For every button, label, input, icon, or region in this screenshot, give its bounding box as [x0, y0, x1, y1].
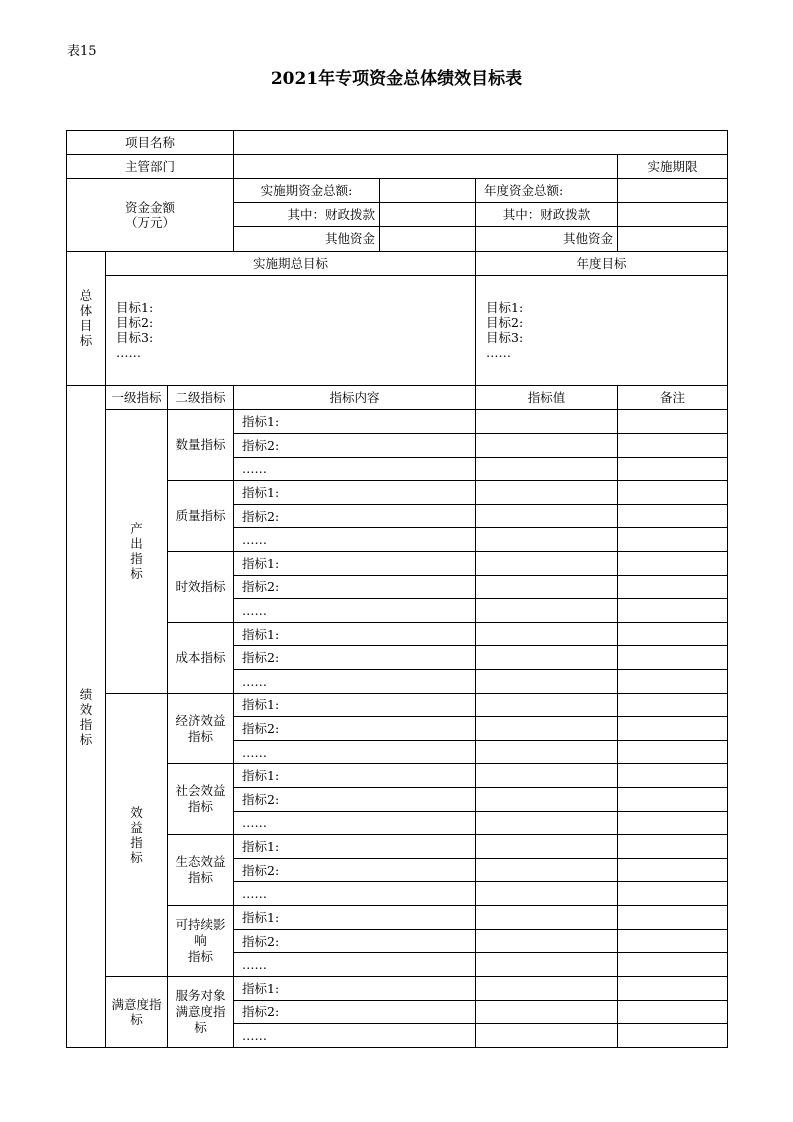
goal-line: 目标3:: [486, 330, 524, 346]
indicator-value-cell[interactable]: [476, 575, 618, 599]
indicator-content-cell[interactable]: 指标1:: [234, 906, 476, 930]
indicator-value-cell[interactable]: [476, 433, 618, 457]
level2-cost: [168, 622, 234, 693]
indicator-remark-cell[interactable]: [618, 646, 728, 670]
col-header-content: 指标内容: [234, 386, 476, 410]
indicator-value-cell[interactable]: [476, 670, 618, 694]
indicator-content-cell[interactable]: ……: [234, 953, 476, 977]
goals-header-row: [67, 251, 728, 275]
level2-label-line: 成本指标: [175, 649, 226, 665]
period-label: 实施期限: [618, 155, 728, 179]
overall-goals-char: 标: [79, 333, 93, 349]
annual-fiscal-value[interactable]: [618, 203, 728, 227]
indicator-content-cell[interactable]: 指标2:: [234, 1000, 476, 1024]
department-label: 主管部门: [67, 155, 234, 179]
indicator-content-cell[interactable]: 指标1:: [234, 551, 476, 575]
indicator-value-cell[interactable]: [476, 882, 618, 906]
indicator-content-cell[interactable]: ……: [234, 670, 476, 694]
indicator-remark-cell[interactable]: [618, 1024, 728, 1048]
period-total-value[interactable]: [380, 179, 476, 203]
goal-line: ……: [116, 345, 141, 361]
level2-label-line: 响: [194, 933, 207, 948]
indicator-remark-cell[interactable]: [618, 858, 728, 882]
indicator-value-cell[interactable]: [476, 528, 618, 552]
annual-goal-header: 年度目标: [476, 251, 728, 275]
indicator-remark-cell[interactable]: [618, 551, 728, 575]
overall-goals-char: 目: [79, 318, 93, 334]
indicator-value-cell[interactable]: [476, 622, 618, 646]
level1-label-line: 益: [130, 819, 143, 835]
goal-line: ……: [486, 345, 512, 361]
indicator-content-cell[interactable]: 指标1:: [234, 622, 476, 646]
indicator-content-cell[interactable]: 指标1:: [234, 976, 476, 1000]
indicator-value-cell[interactable]: [476, 1000, 618, 1024]
level1-output: [106, 410, 168, 693]
level2-label-line: 时效指标: [175, 578, 226, 594]
indicator-value-cell[interactable]: [476, 953, 618, 977]
indicator-remark-cell[interactable]: [618, 906, 728, 930]
col-header-value: 指标值: [476, 386, 618, 410]
level1-satisfaction: [106, 976, 168, 1047]
project-name-value[interactable]: [234, 131, 728, 155]
department-value[interactable]: [234, 155, 618, 179]
level2-sustainable: [168, 906, 234, 977]
period-goals-text[interactable]: [106, 275, 476, 386]
level1-label-line: 指: [130, 551, 143, 567]
indicator-value-cell[interactable]: [476, 740, 618, 764]
indicator-content-cell[interactable]: 指标2:: [234, 788, 476, 812]
indicator-remark-cell[interactable]: [618, 528, 728, 552]
indicator-remark-cell[interactable]: [618, 410, 728, 434]
indicator-value-cell[interactable]: [476, 551, 618, 575]
indicator-remark-cell[interactable]: [618, 740, 728, 764]
project-name-label: 项目名称: [67, 131, 234, 155]
goal-line: 目标1:: [486, 300, 524, 316]
indicator-value-cell[interactable]: [476, 1024, 618, 1048]
funds-label: [67, 179, 234, 251]
document-title: 2021年专项资金总体绩效目标表: [270, 69, 523, 89]
indicator-content-cell[interactable]: 指标1:: [234, 410, 476, 434]
goals-content-row: [67, 275, 728, 386]
level1-label-line: 指: [130, 834, 143, 850]
indicator-value-cell[interactable]: [476, 764, 618, 788]
level2-label-line: 社会效益: [175, 783, 226, 799]
indicator-content-cell[interactable]: 指标1:: [234, 835, 476, 859]
level2-label-line: 服务对象: [175, 987, 226, 1003]
indicator-remark-cell[interactable]: [618, 953, 728, 977]
indicator-remark-cell[interactable]: [618, 882, 728, 906]
indicator-content-cell[interactable]: ……: [234, 528, 476, 552]
level1-label-line: 效: [130, 804, 143, 820]
indicator-value-cell[interactable]: [476, 410, 618, 434]
indicators-char: 绩: [79, 686, 93, 702]
level1-label-line: 产: [130, 521, 143, 537]
level2-label-line: 经济效益: [175, 712, 226, 728]
performance-indicators-label: [67, 386, 106, 1048]
indicator-remark-cell[interactable]: [618, 976, 728, 1000]
period-goal-header: 实施期总目标: [106, 251, 476, 275]
level2-label-line: 标: [194, 1019, 207, 1035]
level2-label-line: 指标: [188, 799, 214, 815]
level2-label-line: 指标: [188, 949, 214, 964]
indicator-remark-cell[interactable]: [618, 764, 728, 788]
goal-line: 目标2:: [486, 315, 524, 331]
indicator-content-cell[interactable]: 指标1:: [234, 481, 476, 505]
period-other-label: 其他资金: [234, 227, 380, 251]
indicator-content-cell[interactable]: 指标2:: [234, 929, 476, 953]
indicators-char: 标: [79, 731, 93, 747]
department-row: [67, 155, 728, 179]
indicator-remark-cell[interactable]: [618, 457, 728, 481]
period-fiscal-value[interactable]: [380, 203, 476, 227]
indicator-content-cell[interactable]: ……: [234, 457, 476, 481]
project-name-row: [67, 131, 728, 155]
indicator-remark-cell[interactable]: [618, 433, 728, 457]
level2-economic: [168, 693, 234, 764]
indicator-value-cell[interactable]: [476, 481, 618, 505]
indicator-value-cell[interactable]: [476, 858, 618, 882]
level2-service_satisfaction: [168, 976, 234, 1047]
indicator-value-cell[interactable]: [476, 646, 618, 670]
performance-target-table: [66, 130, 728, 1048]
funds-label-line1: 资金金额: [125, 199, 176, 215]
level2-label-line: 满意度指: [175, 1003, 226, 1019]
indicator-remark-cell[interactable]: [618, 599, 728, 623]
indicator-remark-cell[interactable]: [618, 481, 728, 505]
overall-goals-char: 总: [79, 288, 93, 304]
period-other-value[interactable]: [380, 227, 476, 251]
level1-label-line: 标: [130, 1011, 143, 1027]
col-header-level2: 二级指标: [168, 386, 234, 410]
indicator-remark-cell[interactable]: [618, 788, 728, 812]
indicator-remark-cell[interactable]: [618, 504, 728, 528]
indicator-remark-cell[interactable]: [618, 835, 728, 859]
indicator-content-cell[interactable]: 指标2:: [234, 433, 476, 457]
indicator-header-row: [67, 386, 728, 410]
indicator-row: [67, 976, 728, 1000]
level2-timeliness: [168, 551, 234, 622]
indicator-content-cell[interactable]: 指标1:: [234, 764, 476, 788]
indicator-content-cell[interactable]: ……: [234, 1024, 476, 1048]
indicator-content-cell[interactable]: ……: [234, 740, 476, 764]
funds-total-row: [67, 179, 728, 203]
indicator-value-cell[interactable]: [476, 811, 618, 835]
period-fiscal-label: 其中：财政拨款: [234, 203, 380, 227]
level2-label-line: 指标: [188, 870, 214, 886]
indicator-content-cell[interactable]: ……: [234, 811, 476, 835]
annual-fiscal-label: 其中：财政拨款: [476, 203, 618, 227]
col-header-remark: 备注: [618, 386, 728, 410]
indicator-value-cell[interactable]: [476, 457, 618, 481]
annual-total-value[interactable]: [618, 179, 728, 203]
indicators-char: 指: [79, 716, 93, 732]
overall-goals-label: [67, 251, 106, 386]
annual-goals-text[interactable]: [476, 275, 728, 386]
indicator-remark-cell[interactable]: [618, 575, 728, 599]
level2-ecological: [168, 835, 234, 906]
period-total-label: 实施期资金总额:: [234, 179, 380, 203]
indicator-value-cell[interactable]: [476, 693, 618, 717]
goal-line: 目标1:: [116, 300, 154, 316]
indicator-remark-cell[interactable]: [618, 693, 728, 717]
indicator-value-cell[interactable]: [476, 599, 618, 623]
indicator-row: [67, 693, 728, 717]
level2-quality: [168, 481, 234, 552]
indicator-content-cell[interactable]: 指标2:: [234, 575, 476, 599]
indicator-remark-cell[interactable]: [618, 811, 728, 835]
level1-benefit: [106, 693, 168, 976]
indicator-value-cell[interactable]: [476, 976, 618, 1000]
level1-label-line: 标: [130, 849, 143, 865]
level1-label-line: 出: [130, 536, 143, 552]
overall-goals-char: 体: [79, 303, 93, 319]
level2-label-line: 指标: [188, 728, 214, 744]
indicator-remark-cell[interactable]: [618, 622, 728, 646]
annual-total-label: 年度资金总额:: [476, 179, 618, 203]
goal-line: 目标2:: [116, 315, 154, 331]
indicator-content-cell[interactable]: 指标2:: [234, 858, 476, 882]
table-number: 表15: [67, 44, 97, 59]
col-header-level1: 一级指标: [106, 386, 168, 410]
indicator-value-cell[interactable]: [476, 504, 618, 528]
indicator-value-cell[interactable]: [476, 717, 618, 741]
indicator-remark-cell[interactable]: [618, 929, 728, 953]
indicator-content-cell[interactable]: 指标2:: [234, 717, 476, 741]
indicator-content-cell[interactable]: ……: [234, 599, 476, 623]
funds-label-line2: （万元）: [125, 214, 176, 230]
level2-label-line: 生态效益: [175, 854, 226, 870]
level2-label-line: 数量指标: [175, 437, 226, 453]
indicator-value-cell[interactable]: [476, 835, 618, 859]
indicator-content-cell[interactable]: 指标1:: [234, 693, 476, 717]
level2-social: [168, 764, 234, 835]
level2-label-line: 质量指标: [175, 508, 226, 524]
indicator-content-cell[interactable]: ……: [234, 882, 476, 906]
annual-other-label: 其他资金: [476, 227, 618, 251]
indicator-remark-cell[interactable]: [618, 717, 728, 741]
level2-label-line: 可持续影: [175, 917, 226, 932]
indicator-remark-cell[interactable]: [618, 670, 728, 694]
indicator-remark-cell[interactable]: [618, 1000, 728, 1024]
indicator-row: [67, 410, 728, 434]
level1-label-line: 标: [130, 566, 143, 582]
indicator-content-cell[interactable]: 指标2:: [234, 504, 476, 528]
indicator-value-cell[interactable]: [476, 929, 618, 953]
goal-line: 目标3:: [116, 330, 154, 346]
indicators-char: 效: [79, 701, 93, 717]
annual-other-value[interactable]: [618, 227, 728, 251]
level2-quantity: [168, 410, 234, 481]
indicator-content-cell[interactable]: 指标2:: [234, 646, 476, 670]
indicator-value-cell[interactable]: [476, 788, 618, 812]
indicator-value-cell[interactable]: [476, 906, 618, 930]
level1-label-line: 满意度指: [111, 996, 162, 1012]
